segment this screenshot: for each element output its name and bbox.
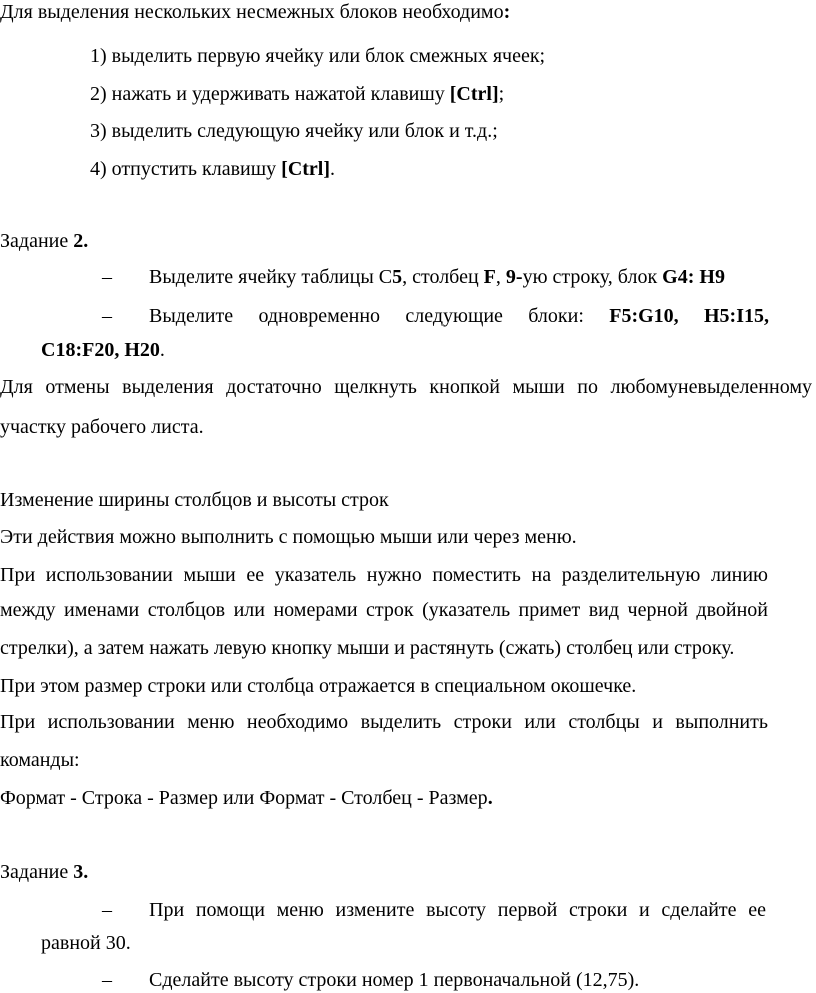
task2-item2 — [149, 304, 769, 328]
task2-item2-cont — [41, 338, 165, 362]
intro-heading — [0, 0, 510, 24]
t: . — [487, 787, 493, 809]
colon: : — [503, 1, 511, 23]
step-text: 3) выделить следующую ячейку или блок и т.д.; — [90, 120, 498, 142]
t: . — [159, 339, 165, 361]
note-line2: участку рабочего листа. — [0, 416, 204, 438]
intro-heading-text: Для выделения нескольких несмежных блоков необходимо — [0, 1, 504, 23]
task-number: 3. — [73, 861, 89, 883]
t: 9- — [505, 266, 523, 288]
menu-commands — [0, 786, 493, 810]
task3-item1: При помощи меню измените высоту первой строки и сделайте ее — [149, 899, 766, 921]
t: 5 — [392, 266, 403, 288]
t: , столбец — [402, 266, 484, 288]
task3-item1-cont: равной 30. — [41, 932, 131, 954]
task2-heading — [0, 229, 88, 253]
task3-item2: Сделайте высоту строки номер 1 первоначальной (12,75). — [149, 969, 640, 991]
section-p4-l1: При использовании меню необходимо выделить строки или столбцы и выполнить — [0, 711, 768, 733]
step-2 — [90, 82, 504, 106]
section-p1: Эти действия можно выполнить с помощью мыши или через меню. — [0, 526, 577, 548]
t: F — [483, 266, 496, 288]
task2-item1 — [149, 265, 725, 289]
bullet-dash: – — [102, 899, 112, 921]
t: Формат - Строка - Размер или Формат - Столбец - Размер — [0, 787, 488, 809]
step-4 — [90, 157, 335, 181]
task-label: Задание — [0, 230, 74, 252]
section-p2-l1: При использовании мыши ее указатель нужно поместить на разделительную линию — [0, 564, 768, 586]
t: , — [495, 266, 506, 288]
task-number: 2. — [73, 230, 89, 252]
t: G4: H9 — [662, 266, 725, 288]
step-1 — [90, 44, 545, 68]
task3-heading — [0, 860, 88, 884]
section-p2-l2: между именами столбцов или номерами строк (указатель примет вид черной двойной — [0, 599, 768, 621]
t: F5:G10, H5:I15, — [609, 305, 769, 327]
t: C18:F20, H20 — [41, 339, 160, 361]
bullet-dash: – — [102, 266, 112, 288]
t: ую строку, блок — [522, 266, 663, 288]
key-ctrl: [Ctrl] — [449, 83, 499, 105]
step-text: 2) нажать и удерживать нажатой клавишу — [90, 83, 450, 105]
step-text: 1) выделить первую ячейку или блок смежных ячеек; — [90, 45, 546, 67]
t: Выделите одновременно следующие блоки: — [149, 305, 584, 327]
step-3 — [90, 119, 498, 143]
section-p4-l2: команды: — [0, 749, 80, 771]
bullet-dash: – — [102, 305, 112, 327]
step-text: 4) отпустить клавишу — [90, 158, 282, 180]
t: Выделите ячейку таблицы С — [149, 266, 393, 288]
section-p2-l3: стрелки), а затем нажать левую кнопку мыши и растянуть (сжать) столбец или строку. — [0, 637, 735, 659]
step-punct: ; — [498, 83, 505, 105]
note-line1: Для отмены выделения достаточно щелкнуть кнопкой мыши по любомуневыделенному — [0, 376, 812, 398]
section-title: Изменение ширины столбцов и высоты строк — [0, 489, 389, 511]
bullet-dash: – — [102, 969, 112, 991]
section-p3: При этом размер строки или столбца отражается в специальном окошечке. — [0, 675, 637, 697]
key-ctrl: [Ctrl] — [281, 158, 331, 180]
task-label: Задание — [0, 861, 74, 883]
step-punct: . — [330, 158, 336, 180]
